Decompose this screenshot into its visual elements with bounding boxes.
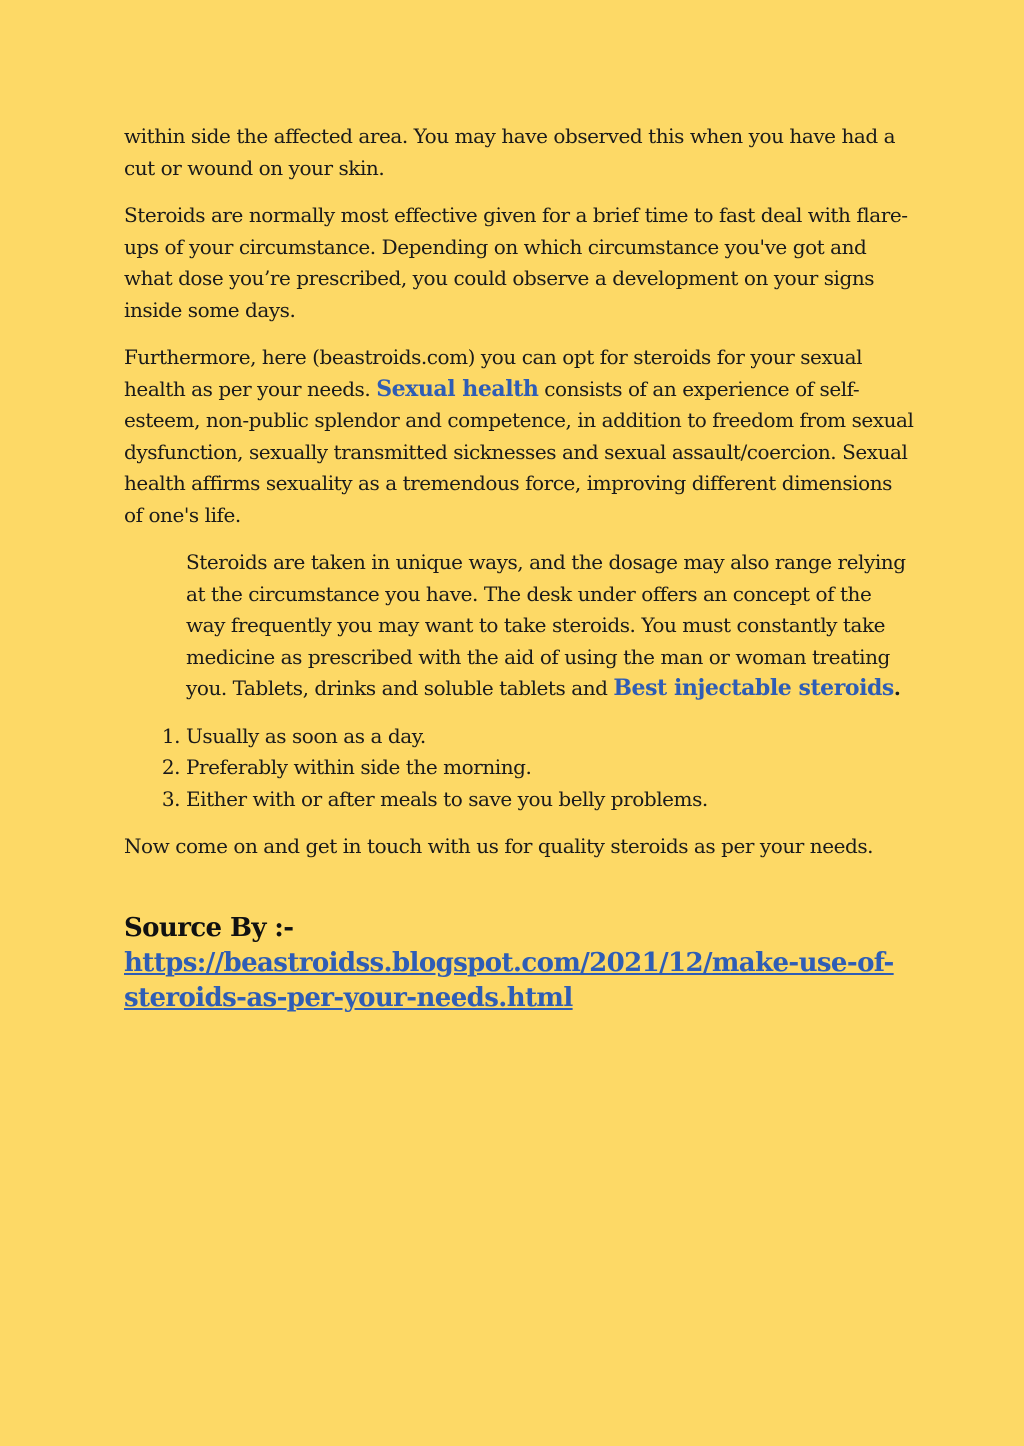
paragraph-dosage xyxy=(124,547,914,705)
paragraph-text: Furthermore, here (beastroids.com) you can opt for steroids for your sexual health as per your needs. xyxy=(124,345,863,401)
paragraph-intro: within side the affected area. You may have observed this when you have had a cut or wound on your skin. xyxy=(124,124,896,180)
paragraph-sexual-health xyxy=(124,342,914,531)
paragraph-steroids-effective: Steroids are normally most effective given for a brief time to fast deal with flare-ups of your circumstance. Depending on which circumstance you've got and what dose you’re prescribed, you could observe a development on your signs inside some days. xyxy=(124,203,908,322)
list-item: 1. Usually as soon as a day. xyxy=(186,721,914,753)
sexual-health-link[interactable]: Sexual health xyxy=(376,375,539,402)
dosage-list xyxy=(124,721,914,816)
paragraph-text: consists of an experience of self-esteem, non-public splendor and competence, in addition to freedom from sexual dysfunction, sexually transmitted sicknesses and sexual assault/coercion. Sexual health affirms sexuality as a tremendous force, improving different dimensions of one's life. xyxy=(124,376,914,527)
paragraph-contact: Now come on and get in touch with us for quality steroids as per your needs. xyxy=(124,834,874,858)
paragraph-period: . xyxy=(893,676,901,700)
source-label: Source By :- xyxy=(124,912,294,943)
document-body xyxy=(124,121,914,1016)
list-item: 2. Preferably within side the morning. xyxy=(186,752,914,784)
source-block xyxy=(124,911,914,1016)
injectable-steroids-link[interactable]: Best injectable steroids xyxy=(613,675,894,701)
paragraph-text: Steroids are taken in unique ways, and the dosage may also range relying at the circumstance you have. The desk under offers an concept of the way frequently you may want to take steroids. You must constantly take medicine as prescribed with the aid of using the man or woman treating you. Tablets, drinks and soluble tablets and xyxy=(186,550,906,700)
list-item: 3. Either with or after meals to save you belly problems. xyxy=(186,784,914,816)
source-url-link[interactable]: https://beastroidss.blogspot.com/2021/12/make-use-of-steroids-as-per-your-needs.html xyxy=(124,947,894,1013)
